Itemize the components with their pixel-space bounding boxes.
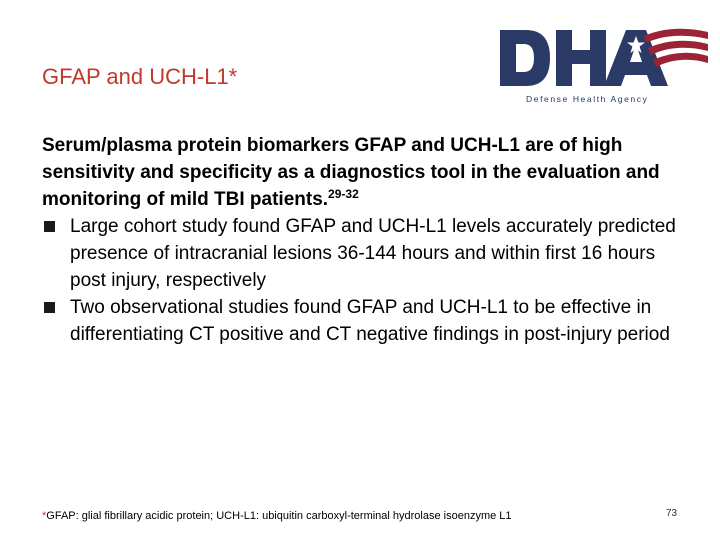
bullet-list [42, 213, 690, 348]
footnote-text: GFAP: glial fibrillary acidic protein; UCH-L1: ubiquitin carboxyl-terminal hydrolase isoenzyme L1 [46, 510, 512, 522]
page-number: 73 [666, 508, 678, 519]
bullet-item [42, 294, 690, 348]
lead-text: Serum/plasma protein biomarkers GFAP and UCH-L1 are of high sensitivity and specificity as a diagnostics tool in the evaluation and monitoring of mild TBI patients. [42, 135, 660, 210]
logo-tagline: Defense Health Agency [526, 94, 649, 104]
slide-body [42, 132, 690, 348]
slide-title: GFAP and UCH-L1* [42, 64, 238, 89]
dha-logo-graphic [496, 18, 710, 98]
footnote [42, 510, 512, 522]
footnote-marker: * [42, 510, 47, 522]
dha-logo [496, 18, 710, 110]
lead-paragraph [42, 132, 690, 213]
square-bullet-icon [44, 302, 55, 313]
bullet-text: Two observational studies found GFAP and UCH-L1 to be effective in differentiating CT positive and CT negative findings in post-injury period [70, 297, 670, 345]
square-bullet-icon [44, 221, 55, 232]
lead-reference: 29-32 [328, 187, 359, 201]
bullet-text: Large cohort study found GFAP and UCH-L1 levels accurately predicted presence of intracranial lesions 36-144 hours and within first 16 hours post injury, respectively [70, 216, 676, 291]
bullet-item [42, 213, 690, 294]
